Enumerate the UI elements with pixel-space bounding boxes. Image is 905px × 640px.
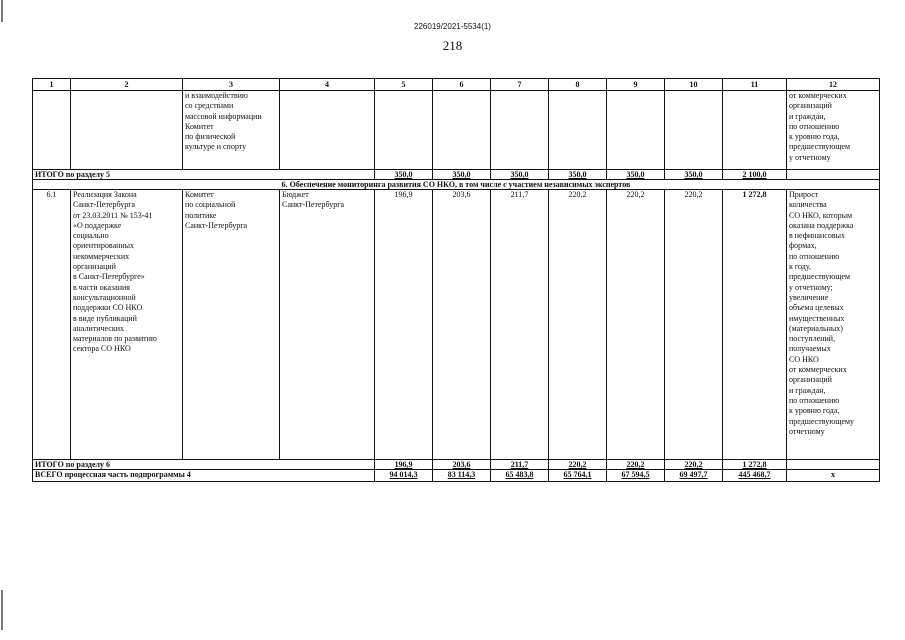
col-header: 9 <box>607 79 665 91</box>
year-value: 211,7 <box>491 190 549 460</box>
col-header: 10 <box>665 79 723 91</box>
col-header: 1 <box>33 79 71 91</box>
total-value: 350,0 <box>375 170 433 180</box>
item-name: Реализация Закона Санкт-Петербурга от 23.03.2011 № 153-41 «О поддержке социально ориентированных некоммерческих организаций в Санкт-Петербурге» в части оказания консультационной поддержки СО НКО в виде публикаций аналитических материалов по развитию сектора СО НКО <box>71 190 183 460</box>
grand-total-value: 65 483,8 <box>491 470 549 482</box>
grand-total-mark: х <box>787 470 880 482</box>
grand-total-value: 67 594,5 <box>607 470 665 482</box>
total-value: 350,0 <box>549 170 607 180</box>
grand-total-value: 69 497,7 <box>665 470 723 482</box>
grand-total-value: 83 114,3 <box>433 470 491 482</box>
grand-total-value: 445 468,7 <box>723 470 787 482</box>
year-value: 196,9 <box>375 190 433 460</box>
executor-cell: Комитет по социальной политике Санкт-Петербурга <box>183 190 280 460</box>
total-value: 350,0 <box>607 170 665 180</box>
indicator-cell: Прирост количества СО НКО, которым оказана поддержка в нефинансовых формах, по отношению к году, предшествующем у отчетному; увеличение объема целевых имущественных (материальных) поступлений, получаемых СО НКО от коммерческих организаций и граждан, по отношению к уровню года, предшествующему отчетному <box>787 190 880 460</box>
column-number-row <box>33 79 880 91</box>
total-value: 211,7 <box>491 460 549 470</box>
grand-total-value: 94 014,3 <box>375 470 433 482</box>
total-value: 220,2 <box>549 460 607 470</box>
section6-total-row <box>33 460 880 470</box>
year-value: 220,2 <box>549 190 607 460</box>
total-value: 220,2 <box>665 460 723 470</box>
item-row-6-1 <box>33 190 880 460</box>
executor-cell: и взаимодействию со средствами массовой информации Комитет по физической культуре и спорту <box>183 91 280 170</box>
page-number: 218 <box>442 38 463 53</box>
year-value: 220,2 <box>607 190 665 460</box>
scan-edge-mark <box>1 590 3 630</box>
grand-total-row <box>33 470 880 482</box>
grand-total-label: ВСЕГО процессная часть подпрограммы 4 <box>33 470 375 482</box>
grand-total-value: 65 764,1 <box>549 470 607 482</box>
total-value: 350,0 <box>433 170 491 180</box>
section5-total-row <box>33 170 880 180</box>
funding-source: Бюджет Санкт-Петербурга <box>280 190 375 460</box>
year-value: 220,2 <box>665 190 723 460</box>
section-title: 6. Обеспечение мониторинга развития СО НКО, в том числе с участием независимых экспертов <box>33 180 880 190</box>
col-header: 8 <box>549 79 607 91</box>
total-value: 1 272,8 <box>723 460 787 470</box>
total-value: 2 100,0 <box>723 170 787 180</box>
col-header: 11 <box>723 79 787 91</box>
col-header: 6 <box>433 79 491 91</box>
col-header: 12 <box>787 79 880 91</box>
item-total: 1 272,8 <box>723 190 787 460</box>
col-header: 4 <box>280 79 375 91</box>
col-header: 2 <box>71 79 183 91</box>
section6-title-row <box>33 180 880 190</box>
total-value: 203,6 <box>433 460 491 470</box>
document-id: 226019/2021-5534(1) <box>414 22 491 31</box>
total-value: 196,9 <box>375 460 433 470</box>
total-value: 350,0 <box>491 170 549 180</box>
total-label: ИТОГО по разделу 6 <box>33 460 375 470</box>
total-value: 350,0 <box>665 170 723 180</box>
col-header: 7 <box>491 79 549 91</box>
budget-table <box>32 78 880 482</box>
year-value: 203,6 <box>433 190 491 460</box>
total-label: ИТОГО по разделу 5 <box>33 170 375 180</box>
scan-edge-mark <box>1 0 3 22</box>
col-header: 5 <box>375 79 433 91</box>
total-value: 220,2 <box>607 460 665 470</box>
item-number: 6.1 <box>33 190 71 460</box>
col-header: 3 <box>183 79 280 91</box>
continuation-row <box>33 91 880 170</box>
indicator-cell: от коммерческих организаций и граждан, по отношению к уровню года, предшествующем у отчетному <box>787 91 880 170</box>
